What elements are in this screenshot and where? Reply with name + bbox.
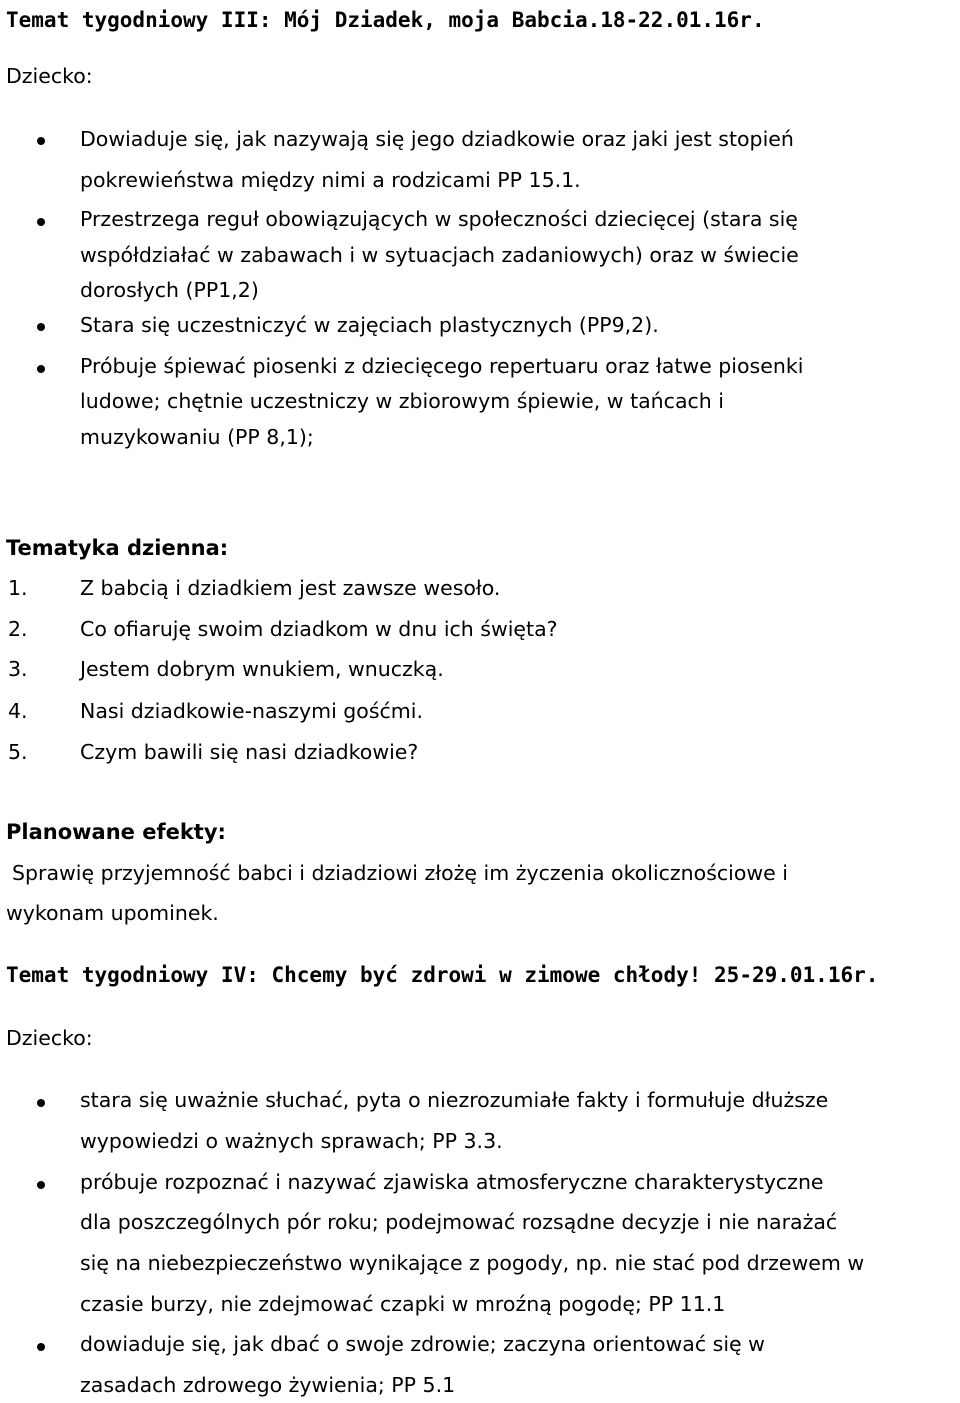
daily-topic-2-number: 2. [8,617,28,641]
planned-effects-line-2: wykonam upominek. [6,901,219,925]
bullet-icon [37,1099,45,1107]
daily-topic-1-number: 1. [8,576,28,600]
daily-topics-label: Tematyka dzienna: [6,536,229,560]
week3-goal-2-line-2: współdziałać w zabawach i w sytuacjach zadaniowych) oraz w świecie [80,243,799,267]
week4-title-prefix: Temat tygodniowy IV: Chcemy być zdrowi w zimowe chłody! [6,963,702,987]
week3-goal-2-line-1: Przestrzega reguł obowiązujących w społeczności dziecięcej (stara się [80,207,798,231]
week3-goal-4-line-2: ludowe; chętnie uczestniczy w zbiorowym śpiewie, w tańcach i [80,389,724,413]
week3-title-dates: 18-22.01.16r. [600,8,765,32]
week3-goal-1-line-2: pokrewieństwa między nimi a rodzicami PP 15.1. [80,168,581,192]
planned-effects-label: Planowane efekty: [6,820,226,844]
daily-topic-4-number: 4. [8,699,28,723]
week3-goal-3-line-1: Stara się uczestniczyć w zajęciach plastycznych (PP9,2). [80,313,659,337]
bullet-icon [37,137,45,145]
bullet-icon [37,365,45,373]
daily-topic-3-number: 3. [8,657,28,681]
week4-goal-1-line-1: stara się uważnie słuchać, pyta o niezrozumiałe fakty i formułuje dłuższe [80,1088,829,1112]
bullet-icon [37,323,45,331]
daily-topic-5-number: 5. [8,740,28,764]
week4-goal-2-line-3: się na niebezpieczeństwo wynikające z pogody, np. nie stać pod drzewem w [80,1251,865,1275]
week4-title [6,963,878,987]
daily-topic-4: Nasi dziadkowie-naszymi gośćmi. [80,699,423,723]
week3-goal-2-line-3: dorosłych (PP1,2) [80,278,259,302]
week3-goal-4-line-1: Próbuje śpiewać piosenki z dziecięcego repertuaru oraz łatwe piosenki [80,354,804,378]
week3-goal-4-line-3: muzykowaniu (PP 8,1); [80,425,314,449]
week4-goal-3-line-2: zasadach zdrowego żywienia; PP 5.1 [80,1373,456,1397]
bullet-icon [37,1181,45,1189]
daily-topic-1: Z babcią i dziadkiem jest zawsze wesoło. [80,576,501,600]
week4-goal-2-line-1: próbuje rozpoznać i nazywać zjawiska atmosferyczne charakterystyczne [80,1170,824,1194]
week3-child-label: Dziecko: [6,64,93,88]
daily-topic-5: Czym bawili się nasi dziadkowie? [80,740,419,764]
bullet-icon [37,218,45,226]
week4-goal-2-line-4: czasie burzy, nie zdejmować czapki w mroźną pogodę; PP 11.1 [80,1292,726,1316]
week4-goal-3-line-1: dowiaduje się, jak dbać o swoje zdrowie; zaczyna orientować się w [80,1332,765,1356]
week4-title-dates: 25-29.01.16r. [714,963,879,987]
daily-topic-3: Jestem dobrym wnukiem, wnuczką. [80,657,444,681]
week3-title-prefix: Temat tygodniowy III: Mój Dziadek, moja Babcia. [6,8,601,32]
week4-child-label: Dziecko: [6,1026,93,1050]
week3-goal-1-line-1: Dowiaduje się, jak nazywają się jego dziadkowie oraz jaki jest stopień [80,127,794,151]
planned-effects-line-1: Sprawię przyjemność babci i dziadziowi złożę im życzenia okolicznościowe i [12,861,788,885]
week4-goal-2-line-2: dla poszczególnych pór roku; podejmować rozsądne decyzje i nie narażać [80,1210,838,1234]
daily-topic-2: Co ofiaruję swoim dziadkom w dnu ich święta? [80,617,558,641]
week3-title [6,8,765,32]
week4-goal-1-line-2: wypowiedzi o ważnych sprawach; PP 3.3. [80,1129,503,1153]
bullet-icon [37,1343,45,1351]
